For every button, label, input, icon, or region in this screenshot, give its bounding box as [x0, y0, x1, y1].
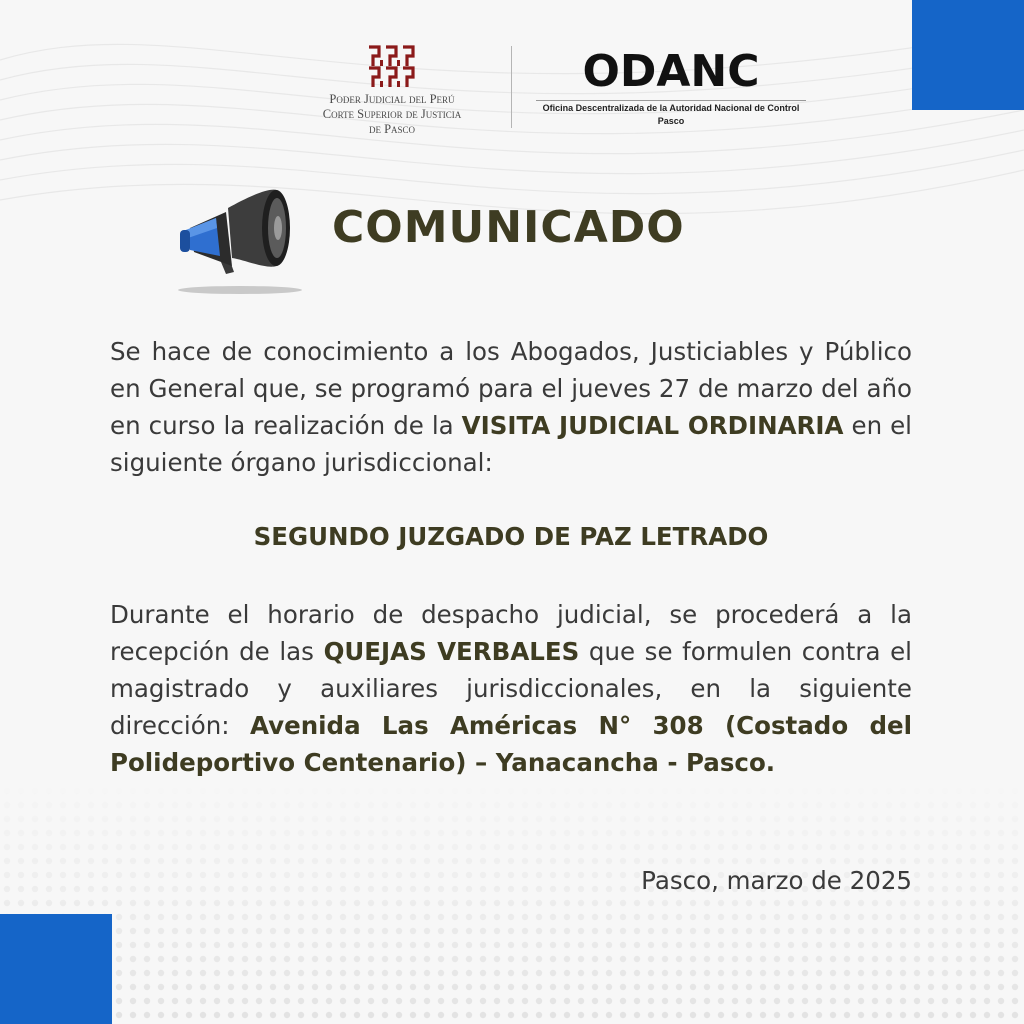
paragraph-text: que se formulen contra el magistrado y auxiliares jurisdiccionales, en la siguiente dirección: — [110, 637, 912, 740]
address-highlight: Avenida Las Américas N° 308 (Costado del Polideportivo Centenario) – Yanacancha - Pasco. — [110, 711, 912, 777]
visit-type-highlight: VISITA JUDICIAL ORDINARIA — [461, 411, 844, 440]
paragraph-text: en el siguiente órgano jurisdiccional: — [110, 411, 912, 477]
paragraph-text: Durante el horario de despacho judicial, se procederá a la recepción de las — [110, 600, 912, 666]
poder-judicial-logo — [366, 44, 418, 90]
odanc-location: Pasco — [657, 116, 685, 126]
pj-line-3: de Pasco — [368, 122, 416, 136]
paragraph-text: Se hace de conocimiento a los Abogados, Justiciables y Público en General que, se programó para el jueves 27 de marzo del año en curso la realización de la — [110, 337, 912, 440]
place-date: Pasco, marzo de 2025 — [641, 866, 912, 895]
announcement-paragraph — [110, 333, 912, 481]
odanc-title: ODANC — [582, 46, 760, 97]
complaints-paragraph — [110, 596, 912, 781]
odanc-rule — [536, 100, 806, 101]
odanc-subtitle: Oficina Descentralizada de la Autoridad Nacional de Control — [542, 103, 800, 113]
megaphone-icon — [176, 178, 304, 298]
pj-line-1: Poder Judicial del Perú — [329, 92, 455, 106]
court-name: SEGUNDO JUZGADO DE PAZ LETRADO — [253, 522, 769, 551]
header-logos — [0, 40, 1024, 140]
corner-accent-bottom-left — [0, 914, 112, 1024]
poder-judicial-name — [292, 92, 492, 137]
complaints-highlight: QUEJAS VERBALES — [323, 637, 580, 666]
pj-line-2: Corte Superior de Justicia — [322, 107, 462, 121]
page-title: COMUNICADO — [332, 202, 685, 253]
